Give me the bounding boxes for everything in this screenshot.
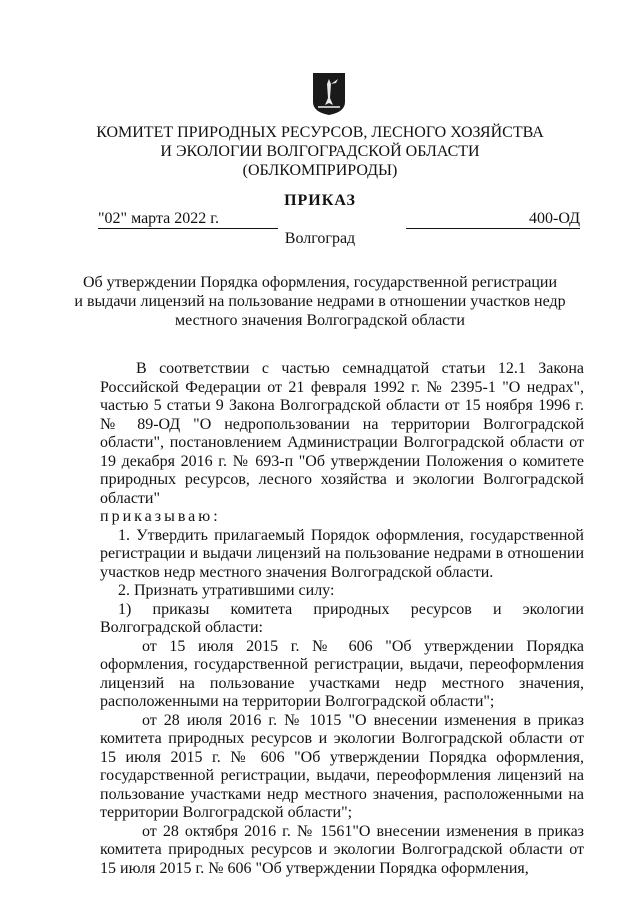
paragraph-order-word: приказываю: [100,508,221,525]
coat-of-arms-icon [312,72,346,116]
subject-line-1: Об утверждении Порядка оформления, государственной регистрации [82,274,558,291]
header-line-2: И ЭКОЛОГИИ ВОЛГОГРАДСКОЙ ОБЛАСТИ [160,143,480,160]
paragraph-item-2-1: 1) приказы комитета природных ресурсов и экологии Волгоградской области: [100,600,584,636]
subject-line-2: и выдачи лицензий на пользование недрами в отношении участков недр [74,293,566,310]
organization-header [0,123,640,180]
document-body [100,360,584,878]
header-line-1: КОМИТЕТ ПРИРОДНЫХ РЕСУРСОВ, ЛЕСНОГО ХОЗЯЙСТВА [96,124,544,141]
paragraph-preamble: В соответствии с частью семнадцатой статьи 12.1 Закона Российской Федерации от 21 февраля 1992 г. № 2395-1 "О недрах", частью 5 статьи 9 Закона Волгоградской области от 15 ноября 1996 г. № 89-ОД "О недропользовании на территории Волгоградской области", постановлением Администрации Волгоградской области от 19 декабря 2016 г. № 693-п "Об утверждении Положения о комитете природных ресурсов, лесного хозяйства и экологии Волгоградской области" [100,360,584,507]
document-date: "02" марта 2022 г. [98,210,278,229]
paragraph-item-1: 1. Утвердить прилагаемый Порядок оформления, государственной регистрации и выдачи лицензий на пользование недрами в отношении участков недр местного значения Волгоградской области. [100,526,584,581]
document-city: Волгоград [284,230,356,247]
paragraph-order-606: от 15 июля 2015 г. № 606 "Об утверждении Порядка оформления, государственной регистрации, выдачи, переоформления лицензий на пользование участками недр местного значения, расположенными на территории Волгоградской области"; [100,637,584,710]
paragraph-item-2: 2. Признать утратившими силу: [118,582,335,599]
document-subject [0,273,640,330]
header-line-3: (ОБЛКОМПРИРОДЫ) [242,162,398,179]
paragraph-order-1561: от 28 октября 2016 г. № 1561"О внесении изменения в приказ комитета природных ресурсов и экологии Волгоградской области от 15 июля 2015 г. № 606 "Об утверждении Порядка оформления, [100,822,584,877]
document-number: 400-ОД [406,210,580,229]
subject-line-3: местного значения Волгоградской области [175,312,465,329]
paragraph-order-1015: от 28 июля 2016 г. № 1015 "О внесении изменения в приказ комитета природных ресурсов и экологии Волгоградской области от 15 июля 2015 г. № 606 "Об утверждении Порядка оформления, государственной регистрации, выдачи, переоформления лицензий на пользование участками недр местного значения, расположенными на территории Волгоградской области"; [100,711,584,821]
document-title: ПРИКАЗ [284,192,356,209]
